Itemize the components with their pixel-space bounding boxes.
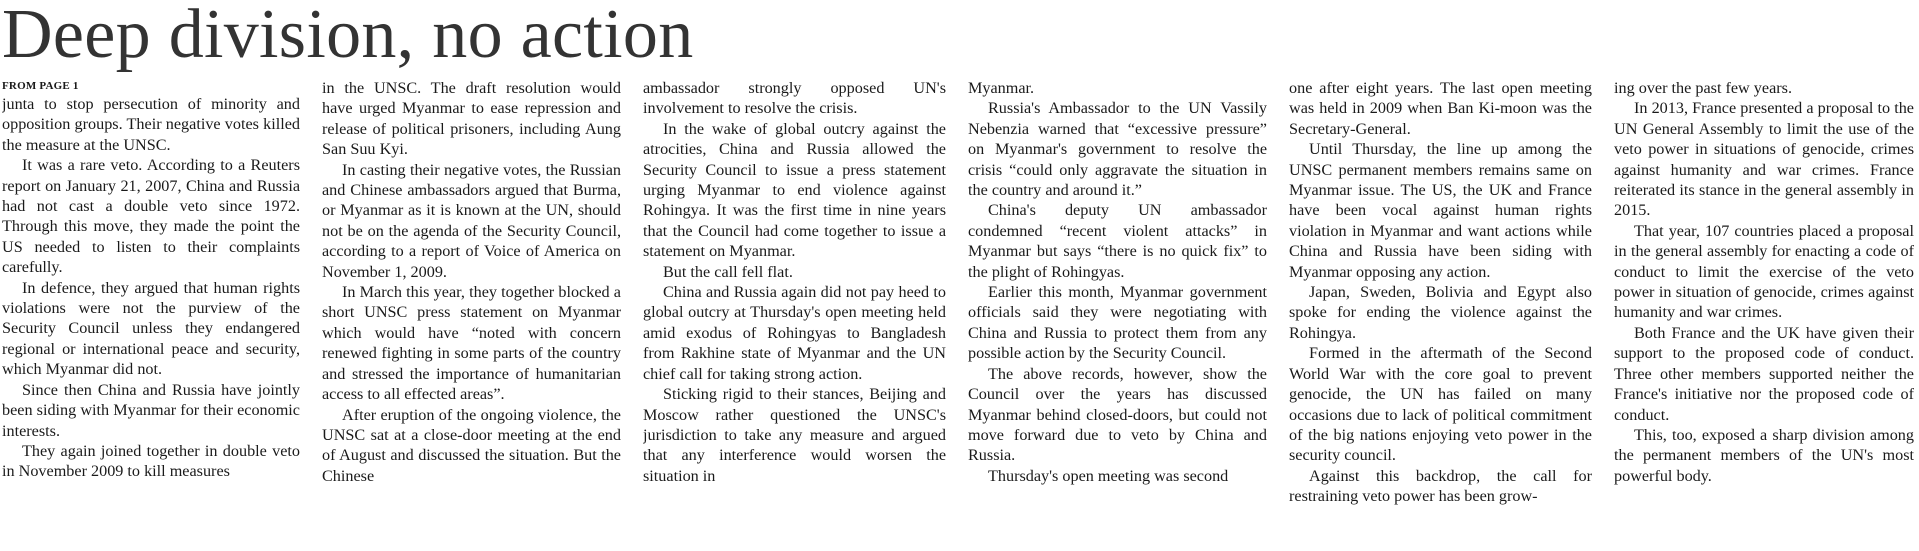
paragraph: This, too, exposed a sharp division among the permanent members of the UN's most powerful body. [1614,425,1914,485]
paragraph: The above records, however, show the Council over the years has discussed Myanmar behind closed-doors, but could not move forward due to veto by China and Russia. [968,364,1267,465]
paragraph: Both France and the UK have given their support to the proposed code of conduct. Three other members supported neither the France's initiative nor the proposed code of conduct. [1614,323,1914,424]
paragraph: ambassador strongly opposed UN's involvement to resolve the crisis. [643,79,946,118]
paragraph: In March this year, they together blocked a short UNSC press statement on Myanmar which would have “noted with concern renewed fighting in some parts of the country and stressed the importance of humanitarian access to all effected areas”. [322,283,621,404]
paragraph: Formed in the aftermath of the Second World War with the core goal to prevent genocide, the UN has failed on many occasions due to lack of political commitment of the big nations enjoying veto power in the security council. [1289,344,1592,465]
paragraph: Thursday's open meeting was second [988,466,1229,485]
paragraph: junta to stop persecution of minority and opposition groups. Their negative votes killed the measure at the UNSC. [2,95,300,154]
paragraph: In casting their negative votes, the Russian and Chinese ambassadors argued that Burma, or Myanmar as it is known at the UN, should not be on the agenda of the Security Council, according to a report of Voice of America on November 1, 2009. [322,160,621,281]
paragraph: Russia's Ambassador to the UN Vassily Nebenzia warned that “excessive pressure” on Myanmar's government to resolve the crisis “could only aggravate the situation in the country and around it.” [968,99,1267,200]
continuation-kicker: FROM PAGE 1 [2,80,79,92]
column-6 [1614,78,1914,548]
paragraph: Since then China and Russia have jointly been siding with Myanmar for their economic interests. [2,380,300,440]
paragraph: That year, 107 countries placed a proposal in the general assembly for enacting a code of conduct to limit the exercise of the veto power in situation of genocide, crimes against humanity and war crimes. [1614,221,1914,322]
paragraph: In 2013, France presented a proposal to the UN General Assembly to limit the use of the veto power in situations of genocide, crimes against humanity and war crimes. France reiterated its stance in the general assembly in 2015. [1614,99,1914,220]
column-5 [1289,78,1592,548]
paragraph: in the UNSC. The draft resolution would have urged Myanmar to ease repression and release of political prisoners, including Aung San Suu Kyi. [322,79,621,159]
paragraph: Earlier this month, Myanmar government officials said they were negotiating with China and Russia to protect them from any possible action by the Security Council. [968,283,1267,363]
paragraph: Myanmar. [968,79,1035,97]
article-body [2,78,1914,548]
paragraph: Sticking rigid to their stances, Beijing and Moscow rather questioned the UNSC's jurisdiction to take any measure and argued that any interference would worsen the situation in [643,385,946,485]
paragraph: one after eight years. The last open meeting was held in 2009 when Ban Ki-moon was the Secretary-General. [1289,79,1592,138]
paragraph: ing over the past few years. [1614,79,1792,97]
paragraph: Japan, Sweden, Bolivia and Egypt also spoke for ending the violence against the Rohingya. [1289,283,1592,342]
paragraph: In the wake of global outcry against the atrocities, China and Russia allowed the Security Council to issue a press statement urging Myanmar to end violence against Rohingya. It was the first time in nine years that the Council had come together to issue a statement on Myanmar. [643,119,946,261]
headline: Deep division, no action [2,0,694,73]
paragraph: It was a rare veto. According to a Reuters report on January 21, 2007, China and Russia had not cast a double veto since 1972. Through this move, they made the point the US needed to listen to their complaints carefully. [2,156,300,277]
paragraph: Until Thursday, the line up among the UNSC permanent members remains same on Myanmar issue. The US, the UK and France have been vocal against human rights violation in Myanmar and want actions while China and Russia have been siding with Myanmar opposing any action. [1289,140,1592,281]
column-2 [322,78,621,548]
paragraph: China's deputy UN ambassador condemned “recent violent attacks” in Myanmar but says “there is no quick fix” to the plight of Rohingyas. [968,201,1267,281]
column-3 [643,78,946,548]
paragraph: They again joined together in double veto in November 2009 to kill measures [2,441,300,481]
column-4 [968,78,1267,548]
paragraph: China and Russia again did not pay heed to global outcry at Thursday's open meeting held amid exodus of Rohingyas to Bangladesh from Rakhine state of Myanmar and the UN chief call for taking strong action. [643,283,946,383]
column-1 [2,78,300,548]
paragraph: After eruption of the ongoing violence, the UNSC sat at a close-door meeting at the end of August and discussed the situation. But the Chinese [322,405,621,485]
paragraph: In defence, they argued that human rights violations were not the purview of the Security Council unless they endangered regional or international peace and security, which Myanmar did not. [2,278,300,379]
paragraph: But the call fell flat. [663,262,793,281]
paragraph: Against this backdrop, the call for restraining veto power has been grow- [1289,466,1592,506]
